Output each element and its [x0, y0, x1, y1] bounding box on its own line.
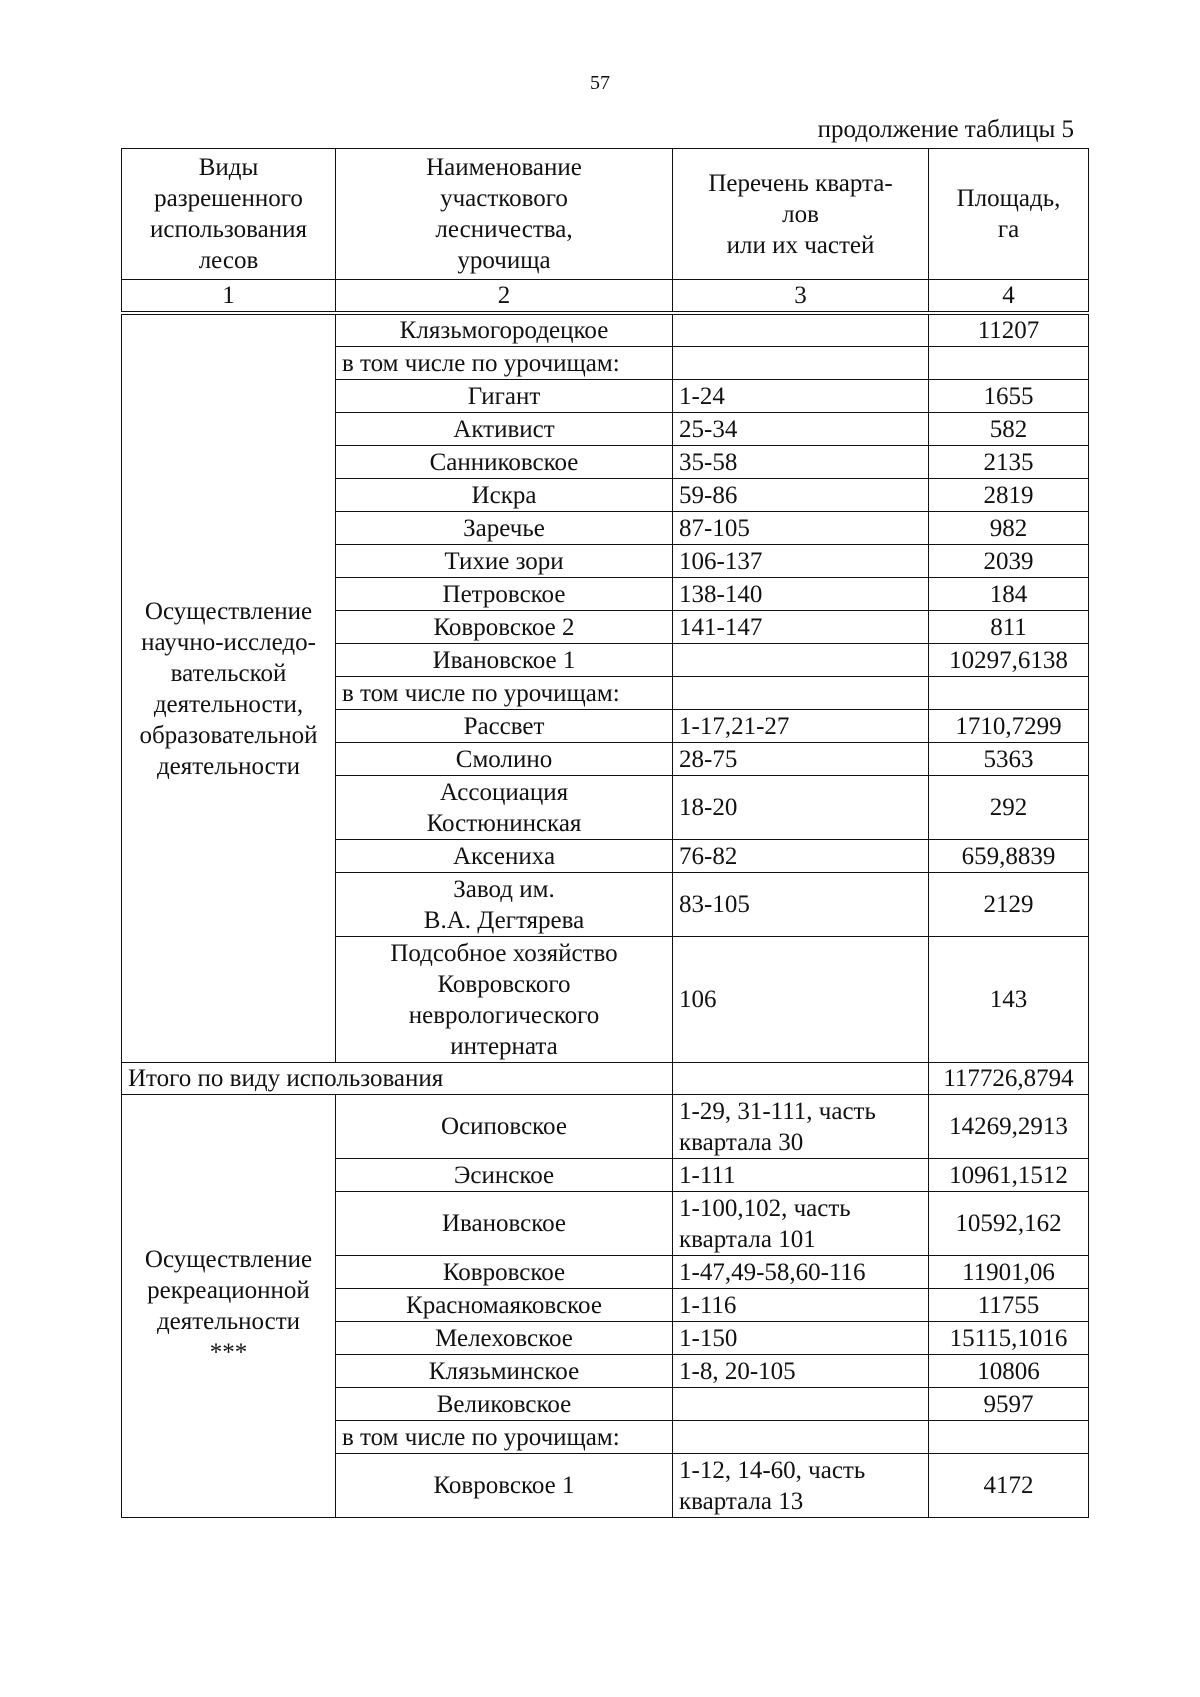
quarters-cell: [673, 1421, 929, 1454]
quarters-cell: [673, 677, 929, 710]
quarters-cell: 106: [673, 937, 929, 1063]
forestry-name-cell: Мелеховское: [336, 1322, 673, 1355]
quarters-cell: 1-150: [673, 1322, 929, 1355]
area-cell: 10961,1512: [929, 1159, 1089, 1192]
quarters-cell: 28-75: [673, 743, 929, 776]
forestry-name-cell: Активист: [336, 413, 673, 446]
header-cell: Площадь, га: [929, 149, 1089, 280]
area-cell: [929, 677, 1089, 710]
forestry-name-cell: Ковровское: [336, 1256, 673, 1289]
quarters-cell: 35-58: [673, 446, 929, 479]
quarters-cell: 76-82: [673, 840, 929, 873]
column-number: 3: [673, 280, 929, 314]
area-cell: 11901,06: [929, 1256, 1089, 1289]
area-cell: 982: [929, 512, 1089, 545]
area-cell: 14269,2913: [929, 1095, 1089, 1159]
header-cell: Перечень кварта- лов или их частей: [673, 149, 929, 280]
total-label: Итого по виду использования: [122, 1063, 673, 1095]
header-cell: Наименование участкового лесничества, урочища: [336, 149, 673, 280]
forestry-name-cell: Аксениха: [336, 840, 673, 873]
quarters-cell: 141-147: [673, 611, 929, 644]
header-cell: Виды разрешенного использования лесов: [122, 149, 336, 280]
table-row: [122, 313, 1089, 347]
forestry-name-cell: в том числе по урочищам:: [336, 1421, 673, 1454]
forestry-name-cell: Осиповское: [336, 1095, 673, 1159]
forestry-name-cell: Ковровское 2: [336, 611, 673, 644]
quarters-cell: 1-12, 14-60, часть квартала 13: [673, 1454, 929, 1518]
forestry-name-cell: Гигант: [336, 380, 673, 413]
forestry-name-cell: Ивановское: [336, 1192, 673, 1256]
quarters-cell: 87-105: [673, 512, 929, 545]
forestry-name-cell: Ковровское 1: [336, 1454, 673, 1518]
forestry-name-cell: Подсобное хозяйство Ковровского неврологического интерната: [336, 937, 673, 1063]
quarters-cell: 1-100,102, часть квартала 101: [673, 1192, 929, 1256]
forestry-name-cell: Клязьмогородецкое: [336, 313, 673, 347]
quarters-cell: [673, 644, 929, 677]
forestry-name-cell: Великовское: [336, 1388, 673, 1421]
table-row: [122, 1095, 1089, 1159]
column-number: 2: [336, 280, 673, 314]
area-cell: 659,8839: [929, 840, 1089, 873]
forestry-name-cell: Ивановское 1: [336, 644, 673, 677]
forestry-name-cell: в том числе по урочищам:: [336, 347, 673, 380]
column-number: 4: [929, 280, 1089, 314]
quarters-cell: 1-8, 20-105: [673, 1355, 929, 1388]
forestry-name-cell: Смолино: [336, 743, 673, 776]
total-area: 117726,8794: [929, 1063, 1089, 1095]
quarters-cell: [673, 1063, 929, 1095]
quarters-cell: 83-105: [673, 873, 929, 937]
forestry-name-cell: Красномаяковское: [336, 1289, 673, 1322]
area-cell: 2135: [929, 446, 1089, 479]
quarters-cell: 18-20: [673, 776, 929, 840]
forestry-name-cell: Завод им. В.А. Дегтярева: [336, 873, 673, 937]
quarters-cell: [673, 313, 929, 347]
header-number-row: [122, 280, 1089, 314]
area-cell: 292: [929, 776, 1089, 840]
quarters-cell: 106-137: [673, 545, 929, 578]
quarters-cell: 1-24: [673, 380, 929, 413]
area-cell: 811: [929, 611, 1089, 644]
quarters-cell: [673, 347, 929, 380]
area-cell: 10592,162: [929, 1192, 1089, 1256]
forestry-name-cell: Ассоциация Костюнинская: [336, 776, 673, 840]
total-row: [122, 1063, 1089, 1095]
area-cell: 1710,7299: [929, 710, 1089, 743]
forestry-name-cell: Искра: [336, 479, 673, 512]
area-cell: 4172: [929, 1454, 1089, 1518]
forest-use-table: [121, 148, 1089, 1518]
header-row: [122, 149, 1089, 280]
area-cell: 5363: [929, 743, 1089, 776]
forestry-name-cell: в том числе по урочищам:: [336, 677, 673, 710]
forestry-name-cell: Клязьминское: [336, 1355, 673, 1388]
forestry-name-cell: Петровское: [336, 578, 673, 611]
table-caption: продолжение таблицы 5: [817, 116, 1074, 143]
area-cell: 143: [929, 937, 1089, 1063]
area-cell: [929, 347, 1089, 380]
area-cell: 10806: [929, 1355, 1089, 1388]
usage-type-recreation: Осуществление рекреационной деятельности ***: [122, 1095, 336, 1518]
forestry-name-cell: Заречье: [336, 512, 673, 545]
forestry-name-cell: Тихие зори: [336, 545, 673, 578]
area-cell: 9597: [929, 1388, 1089, 1421]
page-number: 57: [590, 72, 610, 94]
area-cell: [929, 1421, 1089, 1454]
quarters-cell: 1-47,49-58,60-116: [673, 1256, 929, 1289]
quarters-cell: [673, 1388, 929, 1421]
area-cell: 2819: [929, 479, 1089, 512]
column-number: 1: [122, 280, 336, 314]
area-cell: 2129: [929, 873, 1089, 937]
area-cell: 2039: [929, 545, 1089, 578]
area-cell: 11755: [929, 1289, 1089, 1322]
area-cell: 1655: [929, 380, 1089, 413]
quarters-cell: 1-17,21-27: [673, 710, 929, 743]
quarters-cell: 1-116: [673, 1289, 929, 1322]
usage-type-research: Осуществление научно-исследо- вательской деятельности, образовательной деятельности: [122, 313, 336, 1063]
forestry-name-cell: Эсинское: [336, 1159, 673, 1192]
forestry-name-cell: Санниковское: [336, 446, 673, 479]
quarters-cell: 1-29, 31-111, часть квартала 30: [673, 1095, 929, 1159]
area-cell: 15115,1016: [929, 1322, 1089, 1355]
quarters-cell: 25-34: [673, 413, 929, 446]
area-cell: 184: [929, 578, 1089, 611]
area-cell: 582: [929, 413, 1089, 446]
forestry-name-cell: Рассвет: [336, 710, 673, 743]
area-cell: 10297,6138: [929, 644, 1089, 677]
quarters-cell: 1-111: [673, 1159, 929, 1192]
quarters-cell: 138-140: [673, 578, 929, 611]
area-cell: 11207: [929, 313, 1089, 347]
quarters-cell: 59-86: [673, 479, 929, 512]
